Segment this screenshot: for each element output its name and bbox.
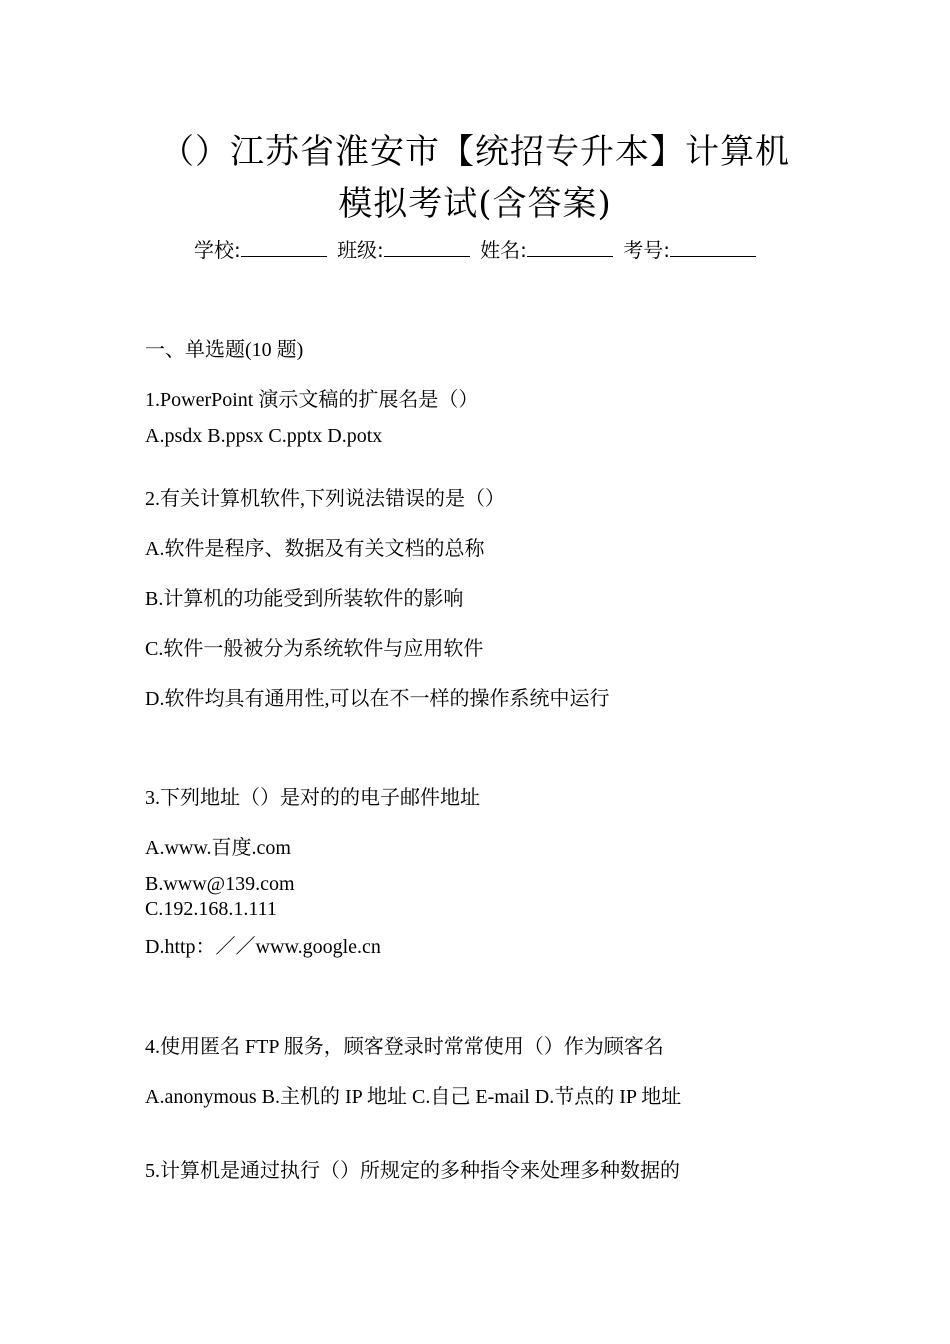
question-2-option-b: B.计算机的功能受到所装软件的影响 <box>145 588 464 610</box>
name-blank <box>527 238 613 257</box>
class-label: 班级: <box>337 238 384 262</box>
exam-number-label: 考号: <box>623 238 671 262</box>
question-2-option-a: A.软件是程序、数据及有关文档的总称 <box>145 538 485 560</box>
name-field <box>480 236 613 264</box>
school-field <box>194 236 327 264</box>
class-blank <box>384 238 470 257</box>
question-3-option-d: D.http：／／www.google.cn <box>145 936 381 958</box>
question-3-option-b: B.www@139.com <box>145 873 295 895</box>
question-3-stem: 3.下列地址（）是对的的电子邮件地址 <box>145 787 480 809</box>
question-3-option-c: C.192.168.1.111 <box>145 898 277 920</box>
class-field <box>337 236 470 264</box>
question-1-stem: 1.PowerPoint 演示文稿的扩展名是（） <box>145 389 479 411</box>
question-5-stem: 5.计算机是通过执行（）所规定的多种指令来处理多种数据的 <box>145 1160 680 1182</box>
question-2-option-d: D.软件均具有通用性,可以在不一样的操作系统中运行 <box>145 688 610 710</box>
student-info-row <box>0 236 950 264</box>
section-heading: 一、单选题(10 题) <box>145 339 304 361</box>
question-4-options: A.anonymous B.主机的 IP 地址 C.自己 E-mail D.节点的 IP 地址 <box>145 1086 682 1108</box>
document-title-line-2: 模拟考试(含答案) <box>338 184 612 224</box>
school-blank <box>241 238 327 257</box>
exam-number-blank <box>670 238 756 257</box>
document-title-line-1: （）江苏省淮安市【统招专升本】计算机 <box>160 132 790 172</box>
exam-number-field <box>623 236 756 264</box>
question-2-option-c: C.软件一般被分为系统软件与应用软件 <box>145 638 484 660</box>
question-4-stem: 4.使用匿名 FTP 服务，顾客登录时常常使用（）作为顾客名 <box>145 1036 664 1058</box>
question-3-option-a: A.www.百度.com <box>145 837 291 859</box>
school-label: 学校: <box>193 238 241 262</box>
name-label: 姓名: <box>480 238 527 262</box>
question-2-stem: 2.有关计算机软件,下列说法错误的是（） <box>145 488 505 510</box>
question-1-options: A.psdx B.ppsx C.pptx D.potx <box>145 425 383 447</box>
